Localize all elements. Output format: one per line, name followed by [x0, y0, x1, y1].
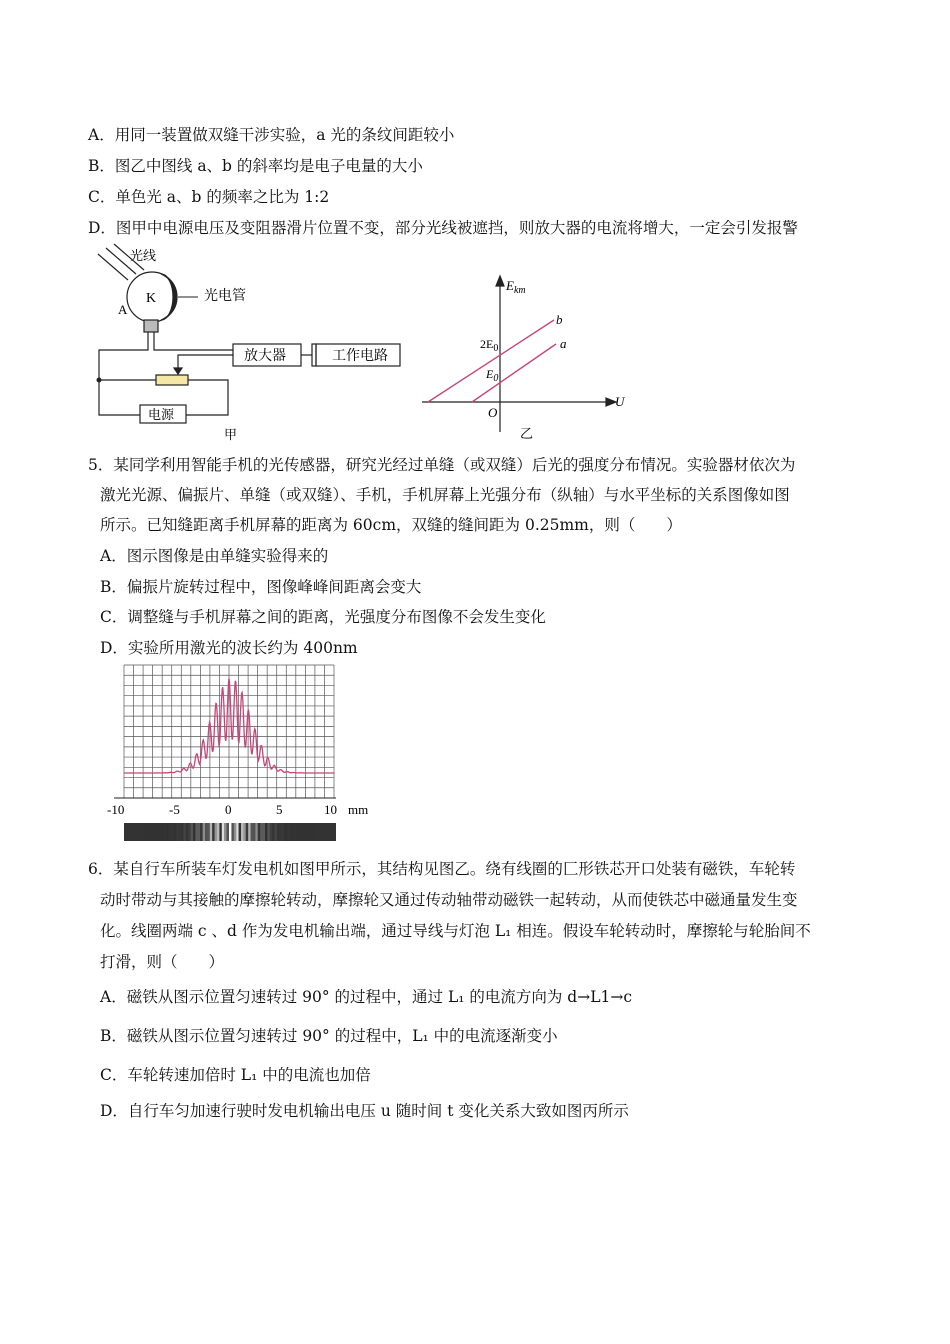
- q6-stem-line-1: 6．某自行车所装车灯发电机如图甲所示，其结构见图乙。绕有线圈的匚形铁芯开口处装有磁铁，车轮转: [88, 860, 796, 878]
- tick-label-5: 5: [276, 802, 283, 817]
- fringe-band: [169, 823, 172, 841]
- fringe-band: [145, 823, 148, 841]
- line-b-label: b: [556, 312, 563, 327]
- fringe-band: [155, 823, 158, 841]
- tick-2e0-label: $2E_0$: [480, 337, 499, 354]
- anode-a-label: A: [118, 302, 128, 317]
- fringe-band: [251, 823, 254, 841]
- fringe-band: [243, 823, 246, 841]
- tick-label-neg10: -10: [107, 802, 125, 817]
- fringe-band: [282, 823, 285, 841]
- fringe-band: [239, 823, 242, 841]
- figure-yi-caption: 乙: [520, 426, 534, 441]
- fringe-band: [260, 823, 263, 841]
- fringe-band: [157, 823, 160, 841]
- q4-option-c: C．单色光 a、b 的频率之比为 1:2: [88, 188, 330, 206]
- fringe-band: [152, 823, 155, 841]
- fringe-band: [219, 823, 222, 841]
- fringe-band: [296, 823, 299, 841]
- fringe-band: [224, 823, 227, 841]
- fringe-band: [270, 823, 273, 841]
- tick-e0-label: $E_0$: [486, 367, 499, 384]
- light-label: 光线: [130, 248, 157, 263]
- q5-option-c: C．调整缝与手机屏幕之间的距离，光强度分布图像不会发生变化: [100, 608, 546, 626]
- fringe-band: [162, 823, 165, 841]
- fringe-band: [171, 823, 174, 841]
- fringe-band: [207, 823, 210, 841]
- fringe-band: [301, 823, 304, 841]
- fringe-band: [306, 823, 309, 841]
- fringe-band: [255, 823, 258, 841]
- tick-label-10: 10: [324, 802, 337, 817]
- power-source-label: 电源: [148, 407, 175, 422]
- q6-stem-line-3: 化。线圈两端 c 、d 作为发电机输出端，通过导线与灯泡 L₁ 相连。假设车轮转动时，摩擦轮与轮胎间不: [100, 922, 811, 940]
- fringe-band: [248, 823, 251, 841]
- fringe-band: [294, 823, 297, 841]
- q5-stem-line-3: 所示。已知缝距离手机屏幕的距离为 60cm，双缝的缝间距为 0.25mm，则（ ）: [100, 516, 682, 534]
- fringe-band: [227, 823, 230, 841]
- figure-jia-caption: 甲: [224, 427, 238, 442]
- tube-label: 光电管: [204, 289, 246, 304]
- q5-option-d: D．实验所用激光的波长约为 400nm: [100, 639, 358, 657]
- q6-option-b: B．磁铁从图示位置匀速转过 90° 的过程中，L₁ 中的电流逐渐变小: [100, 1027, 558, 1045]
- cathode-k-label: K: [146, 291, 157, 306]
- fringe-band: [279, 823, 282, 841]
- fringe-band: [188, 823, 191, 841]
- fringe-band: [147, 823, 150, 841]
- fringe-band: [258, 823, 261, 841]
- q5-option-b: B．偏振片旋转过程中，图像峰峰间距离会变大: [100, 578, 422, 596]
- ekm-lines: [428, 320, 556, 402]
- fringe-band: [263, 823, 266, 841]
- fringe-band: [303, 823, 306, 841]
- fringe-band: [217, 823, 220, 841]
- fringe-band: [205, 823, 208, 841]
- fringe-band: [241, 823, 244, 841]
- q6-option-c: C．车轮转速加倍时 L₁ 中的电流也加倍: [100, 1066, 371, 1084]
- fringe-band: [246, 823, 249, 841]
- fringe-band: [193, 823, 196, 841]
- fringe-band: [203, 823, 206, 841]
- fringe-band: [229, 823, 232, 841]
- work-circuit-label: 工作电路: [332, 349, 388, 364]
- fringe-band: [231, 823, 234, 841]
- fringe-band: [174, 823, 177, 841]
- q6-option-a: A．磁铁从图示位置匀速转过 90° 的过程中，通过 L₁ 的电流方向为 d→L1→c: [100, 988, 633, 1006]
- fringe-band: [289, 823, 292, 841]
- tick-label-neg5: -5: [169, 802, 180, 817]
- fringe-band: [291, 823, 294, 841]
- fringe-band: [210, 823, 213, 841]
- figure-jia-circuit: [88, 242, 418, 447]
- fringe-band: [311, 823, 314, 841]
- fringe-band: [183, 823, 186, 841]
- q6-stem-line-2: 动时带动与其接触的摩擦轮转动，摩擦轮又通过传动轴带动磁铁一起转动，从而使铁芯中磁通量发生变: [100, 891, 798, 909]
- fringe-band: [200, 823, 203, 841]
- tick-label-0: 0: [225, 802, 232, 817]
- fringe-band: [176, 823, 179, 841]
- fringe-band: [186, 823, 189, 841]
- q6-option-d: D．自行车匀加速行驶时发电机输出电压 u 随时间 t 变化关系大致如图丙所示: [100, 1102, 629, 1120]
- fringe-band: [212, 823, 215, 841]
- fringe-band: [222, 823, 225, 841]
- fringe-band: [308, 823, 311, 841]
- fringe-band: [299, 823, 302, 841]
- q5-stem-line-2: 激光光源、偏振片、单缝（或双缝）、手机，手机屏幕上光强分布（纵轴）与水平坐标的关系图像如图: [100, 486, 790, 504]
- x-axis-label: U: [615, 394, 625, 409]
- fringe-band: [195, 823, 198, 841]
- fringe-band: [265, 823, 268, 841]
- q5-option-a: A．图示图像是由单缝实验得来的: [100, 547, 329, 565]
- fringe-band: [236, 823, 239, 841]
- fringe-band: [253, 823, 256, 841]
- fringe-band: [215, 823, 218, 841]
- fringe-band: [167, 823, 170, 841]
- fringe-band: [198, 823, 201, 841]
- fringe-band: [267, 823, 270, 841]
- fringe-band: [150, 823, 153, 841]
- fringe-band: [284, 823, 287, 841]
- amplifier-label: 放大器: [244, 349, 286, 364]
- q6-stem-line-4: 打滑，则（ ）: [100, 953, 225, 971]
- origin-label: O: [488, 405, 498, 420]
- q4-option-a: A．用同一装置做双缝干涉实验，a 光的条纹间距较小: [88, 126, 455, 144]
- axis-unit-mm: mm: [348, 802, 369, 817]
- fringe-band: [179, 823, 182, 841]
- fringe-band: [272, 823, 275, 841]
- fringe-strip: [145, 823, 313, 841]
- fringe-band: [275, 823, 278, 841]
- q4-option-b: B．图乙中图线 a、b 的斜率均是电子电量的大小: [88, 157, 423, 175]
- q5-stem-line-1: 5．某同学利用智能手机的光传感器，研究光经过单缝（或双缝）后光的强度分布情况。实验器材依次为: [88, 456, 796, 474]
- y-axis-label: $E_{km}$: [506, 278, 526, 296]
- intensity-distribution-plot: [104, 660, 384, 845]
- figure-yi-graph: [420, 272, 635, 444]
- fringe-band: [287, 823, 290, 841]
- q4-option-d: D．图甲中电源电压及变阻器滑片位置不变，部分光线被遮挡，则放大器的电流将增大，一定会引发报警: [88, 219, 798, 237]
- fringe-band: [191, 823, 194, 841]
- fringe-band: [234, 823, 237, 841]
- fringe-band: [181, 823, 184, 841]
- fringe-band: [159, 823, 162, 841]
- line-a-label: a: [560, 336, 567, 351]
- fringe-band: [277, 823, 280, 841]
- fringe-band: [164, 823, 167, 841]
